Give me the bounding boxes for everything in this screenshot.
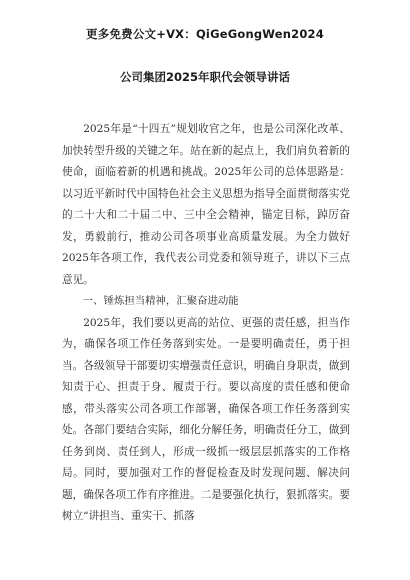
promo-header: 更多免费公文+VX：QiGeGongWen2024 <box>86 27 324 41</box>
document-title: 公司集团2025年职代会领导讲话 <box>119 70 290 84</box>
document-body <box>62 119 350 528</box>
intro-paragraph: 2025年是“十四五”规划收官之年，也是公司深化改革、加快转型升级的关键之年。站在新的起点上，我们肩负着新的使命，面临着新的机遇和挑战。2025年公司的总体思路是：以习近平新时代中国特色社会主义思想为指导全面贯彻落实党的二十大和二十届二中、三中全会精神，锚定目标，踔厉奋发，勇毅前行，推动公司各项事业高质量发展。为全力做好2025年各项工作，我代表公司党委和领导班子，讲以下三点意见。 <box>62 123 350 286</box>
section-heading-1: 一、锤炼担当精神，汇聚奋进动能 <box>82 295 239 307</box>
section-1-paragraph: 2025年，我们要以更高的站位、更强的责任感，担当作为，确保各项工作任务落到实处。一是要明确责任，勇于担当。各级领导干部要切实增强责任意识，明确自身职责，做到知责于心、担责于身、履责于行。要以高度的责任感和使命感，带头落实公司各项工作部署，确保各项工作任务落到实处。各部门要结合实际，细化分解任务，明确责任分工，做到任务到岗、责任到人，形成一级抓一级层层抓落实的工作格局。同时，要加强对工作的督促检查及时发现问题、解决问题，确保各项工作有序推进。二是要强化执行，狠抓落实。要树立“讲担当、重实干、抓落 <box>62 316 350 522</box>
